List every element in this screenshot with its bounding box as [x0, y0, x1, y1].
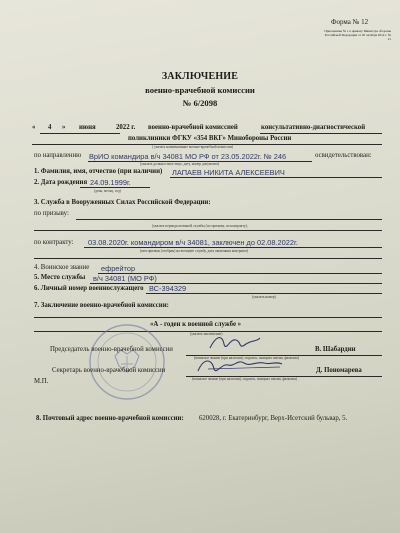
referral-caption: (указать должностное лицо, дату, номер документа) — [140, 162, 220, 166]
birth-value: 24.09.1999г. — [90, 178, 131, 187]
document-number: № 6/2098 — [182, 98, 218, 108]
personal-number-label: 6. Личный номер военнослужащего — [34, 285, 144, 292]
date-month: июня — [79, 124, 96, 131]
chair-name: В. Шабардин — [315, 346, 356, 353]
conclusion-underline-1 — [34, 317, 382, 318]
chair-label: Председатель военно-врачебной комиссии — [50, 346, 173, 353]
clinic-name-line2: поликлиники ФГКУ «354 ВКГ» Минобороны России — [128, 135, 292, 142]
conscript-caption: (указать периоды военной службы (по призыву, по контракту), — [152, 224, 248, 228]
conscript-underline-2 — [34, 230, 382, 231]
date-day: 4 — [48, 124, 52, 131]
personal-number-caption: (указать номер) — [252, 295, 276, 299]
service-label: 3. Служба в Вооруженных Силах Российской Федерации: — [34, 199, 211, 206]
referral-label: по направлению — [34, 152, 82, 159]
secretary-name: Д. Пономарева — [316, 367, 362, 374]
name-label: 1. Фамилия, имя, отчество (при наличии) — [34, 168, 163, 175]
clinic-underline — [260, 133, 382, 134]
form-number: Форма № 12 — [331, 18, 369, 26]
address-label: 8. Почтовый адрес военно-врачебной комиссии: — [36, 415, 184, 422]
name-value: ЛАПАЕВ НИКИТА АЛЕКСЕЕВИЧ — [172, 168, 285, 177]
conscript-underline — [76, 219, 382, 220]
official-stamp — [78, 322, 176, 402]
clinic-name-line1: консультативно-диагностической — [261, 124, 366, 131]
document-title: ЗАКЛЮЧЕНИЕ — [161, 71, 239, 82]
contract-label: по контракту: — [34, 239, 74, 246]
contract-caption: (кем призван (отобран) на военную службу, дата окончания контракта) — [140, 249, 249, 253]
rank-value: ефрейтор — [101, 264, 136, 273]
contract-underline-2 — [34, 258, 382, 259]
secretary-signature — [194, 355, 286, 377]
referral-value: ВрИО командира в/ч 34081 МО РФ от 23.05.2022г. № 246 — [89, 152, 287, 161]
conclusion-caption: (указать заключение) — [190, 332, 223, 336]
conscript-label: по призыву: — [34, 210, 69, 217]
unit-value: в/ч 34081 (МО РФ) — [93, 274, 157, 283]
commission-text: военно-врачебной комиссией — [148, 124, 238, 131]
stamp-place-label: М.П. — [34, 378, 49, 385]
conclusion-label: 7. Заключение военно-врачебной комиссии: — [34, 302, 169, 309]
address-value: 620028, г. Екатеринбург, Верх-Исетский бульвар, 5. — [199, 415, 348, 422]
name-underline — [170, 177, 382, 178]
personal-number-value: ВС-394329 — [149, 284, 187, 293]
date-close-quote: » — [62, 124, 66, 131]
contract-value: 03.08.2020г. командиром в/ч 34081, заключен до 02.08.2022г. — [88, 238, 298, 247]
commission-caption: ( указать наименование военно-врачебной комиссии) — [152, 145, 234, 149]
conclusion-verdict: «А - годен к военной службе » — [150, 321, 242, 328]
date-open-quote: « — [32, 124, 36, 131]
secretary-label: Секретарь военно-врачебной комиссии — [52, 367, 166, 374]
appendix-note: Приложение № 1 к приказу Министра обороны Российской Федерации от 20 октября 2014 г. № 21 — [324, 29, 391, 42]
date-underline — [40, 133, 120, 134]
personal-number-underline — [146, 293, 382, 294]
birth-caption: (день, месяц, год) — [94, 189, 122, 193]
contract-underline — [84, 247, 382, 248]
birth-label: 2. Дата рождения — [34, 179, 88, 186]
unit-label: 5. Место службы — [34, 274, 86, 281]
unit-underline — [90, 283, 382, 284]
secretary-caption: (воинское звание (при наличии), подпись, инициал имени, фамилия) — [192, 377, 298, 381]
chair-signature — [208, 332, 262, 354]
chair-caption: (воинское звание (при наличии), подпись, инициал имени, фамилия) — [194, 356, 300, 360]
document-subtitle: военно-врачебной комиссии — [145, 85, 255, 95]
examined-label: освидетельствован: — [315, 152, 372, 159]
rank-label: 4. Воинское звание — [34, 264, 90, 271]
birth-underline — [80, 187, 150, 188]
date-year: 2022 г. — [116, 124, 136, 131]
